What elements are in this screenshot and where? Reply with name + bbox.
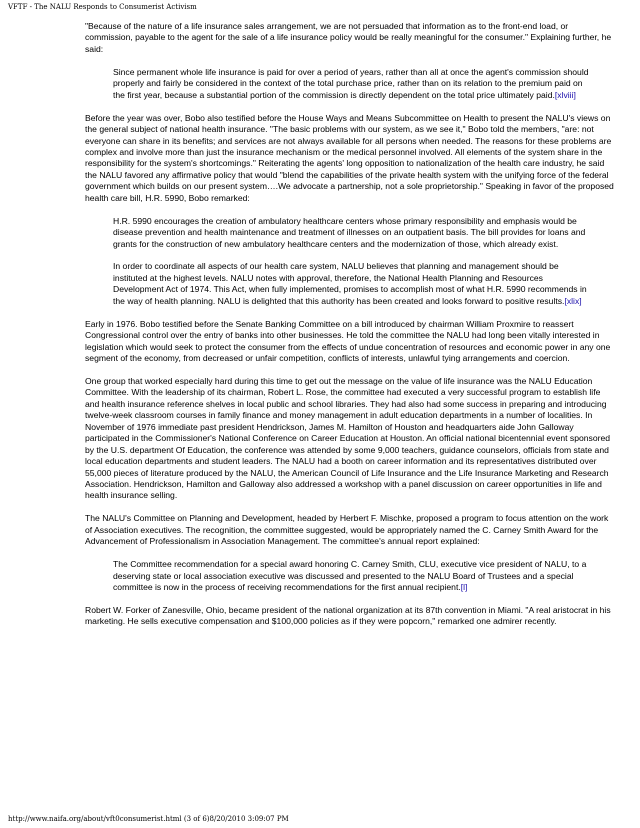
quote-paragraph <box>113 67 593 101</box>
footnote-link[interactable]: [l] <box>460 582 468 593</box>
paragraph: Before the year was over, Bobo also testified before the House Ways and Means Subcommittee on Health to present the NALU's views on the general subject of national health insurance. "The basic problems with our system, as we see it," Bobo told the members, "are: not everyone can share in its benefits; and services are not always available for all persons when needed. The reasons for these problems are complex and involve more than just the insurance mechanism or the medical personnel involved. All elements of the system share in the responsibility for the system's shortcomings." Reiterating the agents' long opposition to nationalization of the health care industry, he said the NALU favored any affirmative policy that would "blend the capabilities of the private health system with the unifying force of the federal government which builds on our present system….We advocate a partnership, not a sole proprietorship." Speaking in favor of the proposed health care bill, H.R. 5990, Bobo remarked: <box>85 112 614 203</box>
footnote-link[interactable]: [xlviii] <box>554 89 576 100</box>
quote-paragraph <box>113 261 593 307</box>
article-body <box>85 21 615 639</box>
quote-paragraph: H.R. 5990 encourages the creation of ambulatory healthcare centers whose primary responsibility and emphasis would be disease prevention and health maintenance and treatment of illnesses on an outpatient basis. The bill provides for loans and grants for the construction of new ambulatory healthcare centers and the modernization of those, which already exist. <box>113 215 586 249</box>
quote-text: The Committee recommendation for a special award honoring C. Carney Smith, CLU, executive vice president of NALU, to a deserving state or local association executive was discussed and presented to the NALU Board of Trustees and a special committee is now in the process of receiving recommendations for the first annual recipient. <box>113 559 587 593</box>
quote-paragraph <box>113 559 593 593</box>
paragraph: Robert W. Forker of Zanesville, Ohio, became president of the national organization at its 87th convention in Miami. "A real aristocrat in his marketing. He sells executive compensation and $100,000 policies as if they were popcorn," remarked one admirer recently. <box>85 604 611 627</box>
page-footer: http://www.naifa.org/about/vft0consumerist.html (3 of 6)8/20/2010 3:09:07 PM <box>8 815 289 823</box>
block-quote <box>85 559 593 593</box>
block-quote <box>85 216 593 308</box>
paragraph: One group that worked especially hard during this time to get out the message on the value of life insurance was the NALU Education Committee. With the leadership of its chairman, Robert L. Rose, the committee had executed a very successful program to establish life and health insurance reference shelves in local public and school libraries. They had also had some success in preparing and introducing twelve-week classroom courses in family finance and money management in adult education departments in a number of localities. In November of 1976 immediate past president Hendrickson, James M. Hamilton of Houston and headquarters aide John Galloway participated in the Commissioner's National Conference on Career Education at Houston. An official national bicentennial event sponsored by the U.S. department Of Education, the conference was attended by some 9,000 teachers, guidance counselors, officials from state and local education departments and student leaders. The NALU had a booth on career information and its representatives distributed over 55,000 pieces of literature produced by the NALU, the American Council of Life Insurance and the Life Insurance Marketing and Research Association. Hendrickson, Hamilton and Galloway also addressed a workshop with a panel discussion on career opportunities in life and health insurance selling. <box>85 375 611 501</box>
footnote-link[interactable]: [xlix] <box>564 295 582 306</box>
quote-text: In order to coordinate all aspects of our health care system, NALU believes that planning and management should be instituted at the highest levels. NALU notes with approval, therefore, the National Health Planning and Resources Development Act of 1974. This Act, when fully implemented, promises to accomplish most of what H.R. 5990 recommends in the way of health planning. NALU is delighted that this authority has been created and looks forward to positive results. <box>113 261 587 306</box>
paragraph: The NALU's Committee on Planning and Development, headed by Herbert F. Mischke, proposed a program to focus attention on the work of Association executives. The recognition, the committee suggested, would be appropriately named the C. Carney Smith Award for the Advancement of Professionalism in Association Management. The committee's annual report explained: <box>85 513 609 547</box>
block-quote <box>85 67 593 101</box>
page-header: VFTF - The NALU Responds to Consumerist Activism <box>8 3 197 11</box>
paragraph: "Because of the nature of a life insurance sales arrangement, we are not persuaded that information as to the front-end load, or commission, payable to the agent for the sale of a life insurance policy would be really meaningful for the consumer." Explaining further, he said: <box>85 21 612 54</box>
quote-text: Since permanent whole life insurance is paid for over a period of years, rather than all at once the agent's commission should properly and fairly be considered in the context of the total purchase price, rather than on its relation to the premium paid on the first year, because a substantial portion of the commission is directly dependent on the total price ultimately paid. <box>113 66 589 100</box>
paragraph: Early in 1976. Bobo testified before the Senate Banking Committee on a bill introduced by chairman William Proxmire to reassert Congressional control over the entry of banks into other businesses. He told the committee the NALU had long been vitally interested in legislation which would seek to protect the consumer from the effects of undue concentration of resources and economic power in any one segment of the economy, from decreased or unfair competition, conflicts of interests, unlawful tying arrangements and coercion. <box>85 318 611 364</box>
